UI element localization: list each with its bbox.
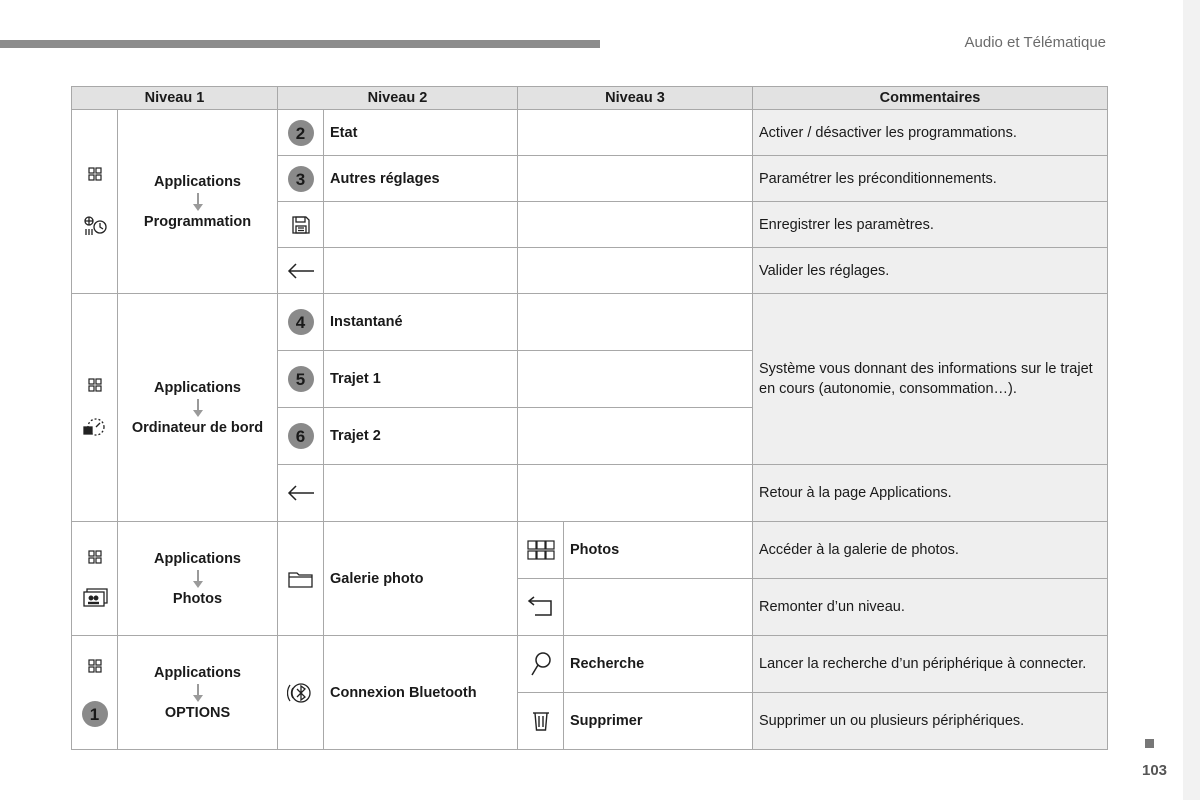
table-row bbox=[72, 522, 1108, 579]
col-header-niveau-1: Niveau 1 bbox=[72, 87, 278, 110]
level2-empty-cell bbox=[324, 202, 518, 248]
back-arrow-icon[interactable] bbox=[287, 485, 315, 501]
apps-grid-icon bbox=[88, 659, 102, 673]
level3-cell bbox=[518, 351, 753, 408]
photo-album-icon bbox=[82, 588, 108, 608]
apps-grid-icon bbox=[88, 167, 102, 181]
number-badge-cell bbox=[278, 294, 324, 351]
level3-cell bbox=[518, 202, 753, 248]
level3-cell bbox=[518, 408, 753, 465]
ordinateur-de-bord-label: Ordinateur de bord bbox=[131, 419, 264, 436]
applications-label: Applications bbox=[153, 173, 241, 190]
menu-item-galerie-photo[interactable]: Galerie photo bbox=[324, 522, 518, 636]
comment-cell: Activer / désactiver les programmations. bbox=[753, 110, 1108, 156]
number-badge: 2 bbox=[288, 120, 314, 146]
apps-grid-icon bbox=[88, 550, 102, 564]
page-header-title: Audio et Télématique bbox=[964, 34, 1106, 51]
table-row bbox=[72, 294, 1108, 351]
bluetooth-icon[interactable] bbox=[287, 680, 315, 706]
number-badge: 3 bbox=[288, 166, 314, 192]
number-badge: 6 bbox=[288, 423, 314, 449]
back-button-cell[interactable] bbox=[278, 248, 324, 294]
level1-labels-cell bbox=[118, 110, 278, 294]
level1-labels-cell bbox=[118, 294, 278, 522]
comment-cell: Supprimer un ou plusieurs périphériques. bbox=[753, 693, 1108, 750]
section-end-marker bbox=[1145, 739, 1154, 748]
menu-item-etat[interactable]: Etat bbox=[324, 110, 518, 156]
menu-item-supprimer[interactable]: Supprimer bbox=[564, 693, 753, 750]
down-arrow-icon bbox=[193, 570, 203, 588]
save-floppy-icon[interactable] bbox=[291, 215, 311, 235]
back-button-cell[interactable] bbox=[278, 465, 324, 522]
applications-label: Applications bbox=[153, 664, 241, 681]
header-rule bbox=[0, 40, 600, 48]
applications-label: Applications bbox=[153, 379, 241, 396]
return-up-cell[interactable] bbox=[518, 579, 564, 636]
menu-item-recherche[interactable]: Recherche bbox=[564, 636, 753, 693]
level3-cell bbox=[518, 294, 753, 351]
menu-item-autres-reglages[interactable]: Autres réglages bbox=[324, 156, 518, 202]
menu-item-photos[interactable]: Photos bbox=[564, 522, 753, 579]
back-arrow-icon[interactable] bbox=[287, 263, 315, 279]
bluetooth-icon-cell[interactable] bbox=[278, 636, 324, 750]
comment-cell: Paramétrer les préconditionnements. bbox=[753, 156, 1108, 202]
settings-table bbox=[71, 86, 1108, 750]
programmation-label: Programmation bbox=[143, 213, 252, 230]
number-badge-cell bbox=[278, 156, 324, 202]
level3-empty-cell bbox=[564, 579, 753, 636]
down-arrow-icon bbox=[193, 193, 203, 211]
level3-cell bbox=[518, 248, 753, 294]
apps-grid-icon bbox=[88, 378, 102, 392]
number-badge: 4 bbox=[288, 309, 314, 335]
level1-icons-cell bbox=[72, 522, 118, 636]
menu-item-trajet-2[interactable]: Trajet 2 bbox=[324, 408, 518, 465]
number-badge-cell bbox=[278, 408, 324, 465]
menu-item-connexion-bluetooth[interactable]: Connexion Bluetooth bbox=[324, 636, 518, 750]
level1-icons-cell bbox=[72, 110, 118, 294]
applications-label: Applications bbox=[153, 550, 241, 567]
level1-labels-cell bbox=[118, 636, 278, 750]
table-row bbox=[72, 636, 1108, 693]
page-number: 103 bbox=[1142, 762, 1168, 779]
number-badge: 5 bbox=[288, 366, 314, 392]
grid-icon-cell[interactable] bbox=[518, 522, 564, 579]
level2-empty-cell bbox=[324, 248, 518, 294]
level3-cell bbox=[518, 465, 753, 522]
col-header-niveau-2: Niveau 2 bbox=[278, 87, 518, 110]
down-arrow-icon bbox=[193, 399, 203, 417]
save-button-cell[interactable] bbox=[278, 202, 324, 248]
comment-cell: Enregistrer les paramètres. bbox=[753, 202, 1108, 248]
climate-timer-icon bbox=[82, 215, 108, 237]
comment-cell: Remonter d’un niveau. bbox=[753, 579, 1108, 636]
comment-cell: Retour à la page Applications. bbox=[753, 465, 1108, 522]
search-icon[interactable] bbox=[530, 651, 552, 677]
level1-icons-cell bbox=[72, 294, 118, 522]
col-header-commentaires: Commentaires bbox=[753, 87, 1108, 110]
folder-icon[interactable] bbox=[287, 569, 315, 589]
thumbnail-grid-icon[interactable] bbox=[527, 540, 555, 560]
down-arrow-icon bbox=[193, 684, 203, 702]
table-row bbox=[72, 110, 1108, 156]
trip-computer-icon bbox=[82, 416, 108, 438]
comment-cell: Valider les réglages. bbox=[753, 248, 1108, 294]
comment-cell: Accéder à la galerie de photos. bbox=[753, 522, 1108, 579]
level1-icons-cell bbox=[72, 636, 118, 750]
number-badge: 1 bbox=[82, 701, 108, 727]
level3-cell bbox=[518, 156, 753, 202]
level2-empty-cell bbox=[324, 465, 518, 522]
page-edge-strip bbox=[1183, 0, 1200, 800]
search-icon-cell[interactable] bbox=[518, 636, 564, 693]
comment-cell: Système vous donnant des informations sur le trajet en cours (autonomie, consommation…). bbox=[753, 294, 1108, 465]
menu-item-trajet-1[interactable]: Trajet 1 bbox=[324, 351, 518, 408]
number-badge-cell bbox=[278, 351, 324, 408]
return-up-icon[interactable] bbox=[527, 596, 555, 618]
options-label: OPTIONS bbox=[164, 704, 231, 721]
number-badge-cell bbox=[278, 110, 324, 156]
col-header-niveau-3: Niveau 3 bbox=[518, 87, 753, 110]
trash-icon-cell[interactable] bbox=[518, 693, 564, 750]
comment-cell: Lancer la recherche d’un périphérique à connecter. bbox=[753, 636, 1108, 693]
trash-icon[interactable] bbox=[531, 710, 551, 732]
photos-app-label: Photos bbox=[172, 590, 223, 607]
level3-cell bbox=[518, 110, 753, 156]
level1-labels-cell bbox=[118, 522, 278, 636]
menu-item-instantane[interactable]: Instantané bbox=[324, 294, 518, 351]
table-header-row bbox=[72, 87, 1108, 110]
folder-icon-cell[interactable] bbox=[278, 522, 324, 636]
